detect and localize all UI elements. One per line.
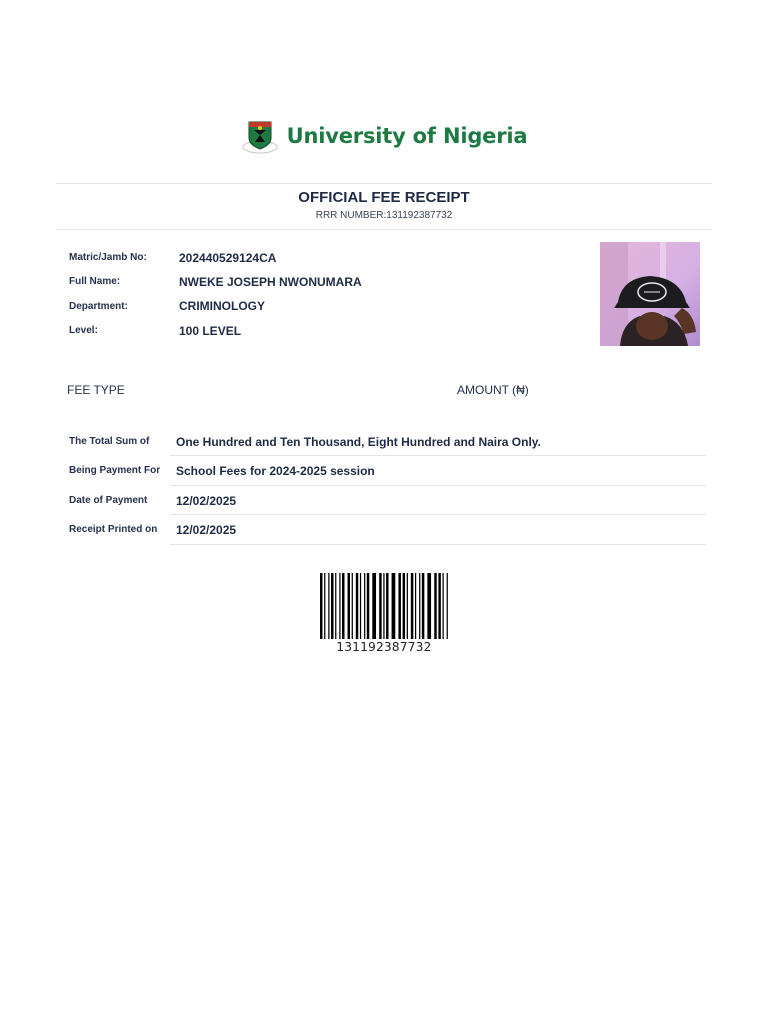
student-photo (600, 242, 700, 346)
barcode-bar (442, 573, 443, 639)
barcode-bar (411, 573, 413, 639)
barcode-bar (335, 573, 336, 639)
university-name: University of Nigeria (286, 124, 528, 148)
department-value: CRIMINOLOGY (179, 299, 265, 313)
university-logo (241, 118, 279, 154)
barcode-bar (331, 573, 333, 639)
printed-on-label: Receipt Printed on (69, 524, 158, 535)
barcode-bar (415, 573, 416, 639)
barcode-bar (320, 573, 322, 639)
barcode-bar (386, 573, 388, 639)
row-divider (170, 485, 706, 486)
barcode-bar (342, 573, 344, 639)
matric-label: Matric/Jamb No: (69, 252, 147, 263)
barcode-bar (398, 573, 400, 639)
barcode-bar (328, 573, 329, 639)
row-divider (170, 544, 706, 545)
barcode-bar (379, 573, 381, 639)
barcode-bar (339, 573, 340, 639)
divider (56, 229, 712, 230)
barcode-bar (407, 573, 408, 639)
barcode-number: 131192387732 (336, 640, 432, 654)
barcode-bar (392, 573, 396, 639)
payment-date-label: Date of Payment (69, 495, 148, 506)
barcode-bar (403, 573, 405, 639)
fee-type-header: FEE TYPE (67, 383, 125, 397)
barcode-bar (352, 573, 353, 639)
payment-date-value: 12/02/2025 (176, 494, 237, 508)
barcode-bar (367, 573, 369, 639)
printed-on-value: 12/02/2025 (176, 523, 237, 537)
level-value: 100 LEVEL (179, 324, 242, 338)
barcode-bar (383, 573, 384, 639)
payment-for-value: School Fees for 2024-2025 session (176, 464, 375, 478)
rrr-number: RRR NUMBER:131192387732 (315, 210, 453, 221)
divider (56, 183, 712, 184)
row-divider (170, 514, 706, 515)
barcode-bar (372, 573, 376, 639)
barcode-bar (419, 573, 420, 639)
amount-header: AMOUNT (₦) (457, 383, 529, 397)
total-sum-label: The Total Sum of (69, 436, 150, 447)
department-label: Department: (69, 301, 128, 312)
barcode-bar (422, 573, 424, 639)
total-sum-value: One Hundred and Ten Thousand, Eight Hundred and Naira Only. (176, 435, 541, 449)
level-label: Level: (69, 325, 98, 336)
barcode-bar (324, 573, 325, 639)
payment-for-label: Being Payment For (69, 465, 161, 476)
receipt-header (0, 118, 768, 154)
full-name-label: Full Name: (69, 276, 121, 287)
barcode-bar (447, 573, 448, 639)
row-divider (170, 455, 706, 456)
barcode-bar (348, 573, 350, 639)
barcode-bar (364, 573, 365, 639)
barcode-bar (427, 573, 431, 639)
matric-value: 202440529124CA (179, 251, 277, 265)
full-name-value: NWEKE JOSEPH NWONUMARA (179, 275, 362, 289)
receipt-title: OFFICIAL FEE RECEIPT (298, 189, 470, 206)
barcode-bar (434, 573, 436, 639)
barcode-bar (356, 573, 358, 639)
barcode-bar (360, 573, 361, 639)
barcode-bar (438, 573, 440, 639)
barcode (320, 573, 448, 639)
